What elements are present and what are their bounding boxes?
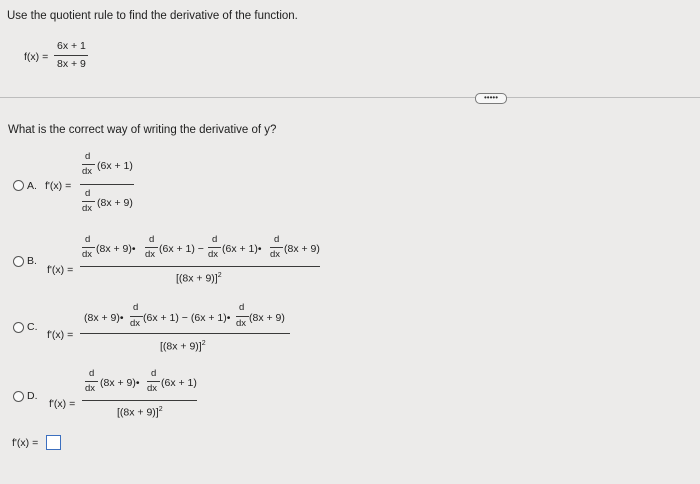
derivative-dx: dx	[82, 166, 93, 177]
derivative-bar	[236, 316, 249, 317]
more-button[interactable]: •••••	[475, 93, 507, 104]
option-b-lhs: f'(x) =	[47, 264, 74, 276]
option-d-num-part2: (6x + 1)	[161, 377, 197, 389]
derivative-bar	[82, 164, 95, 165]
option-c-fraction-bar	[80, 333, 290, 334]
derivative-bar	[208, 247, 221, 248]
derivative-dx: dx	[147, 383, 158, 394]
option-b-num-part2: (6x + 1) −	[159, 243, 204, 255]
option-c-lhs: f'(x) =	[47, 329, 74, 341]
option-d-denominator	[117, 406, 163, 419]
option-d-den-text: [(8x + 9)]	[117, 406, 159, 419]
derivative-d: d	[149, 234, 155, 245]
derivative-dx: dx	[130, 318, 141, 329]
derivative-d: d	[151, 368, 157, 379]
option-b-radio[interactable]	[13, 256, 24, 267]
derivative-bar	[82, 201, 95, 202]
derivative-d: d	[85, 234, 91, 245]
function-lhs: f(x) =	[24, 51, 49, 63]
answer-lhs: f'(x) =	[12, 437, 39, 449]
instruction-text: Use the quotient rule to find the derivative of the function.	[7, 10, 298, 22]
derivative-dx: dx	[236, 318, 247, 329]
derivative-d: d	[274, 234, 280, 245]
derivative-d: d	[85, 188, 91, 199]
option-a-label: A.	[27, 180, 37, 192]
option-a-num-arg: (6x + 1)	[97, 160, 133, 172]
derivative-bar	[270, 247, 283, 248]
option-b-label: B.	[27, 255, 37, 267]
option-d-exponent: 2	[158, 406, 163, 413]
derivative-bar	[147, 381, 160, 382]
fraction-bar	[54, 55, 88, 56]
derivative-d: d	[212, 234, 218, 245]
option-b-num-part3: (6x + 1)•	[222, 243, 262, 255]
option-d-label: D.	[27, 390, 38, 402]
question-text: What is the correct way of writing the derivative of y?	[8, 124, 277, 136]
derivative-d: d	[85, 151, 91, 162]
function-denominator: 8x + 9	[57, 58, 86, 70]
derivative-dx: dx	[270, 249, 281, 260]
derivative-dx: dx	[208, 249, 219, 260]
option-a-lhs: f'(x) =	[45, 180, 72, 192]
derivative-bar	[82, 247, 95, 248]
answer-input[interactable]	[46, 435, 61, 450]
option-b-num-part1: (8x + 9)•	[96, 243, 136, 255]
option-d-num-part1: (8x + 9)•	[100, 377, 140, 389]
derivative-d: d	[89, 368, 95, 379]
option-a-fraction-bar	[80, 184, 134, 185]
option-b-exponent: 2	[217, 272, 222, 279]
derivative-bar	[85, 381, 98, 382]
option-c-label: C.	[27, 321, 38, 333]
option-c-num-part2: (6x + 1) − (6x + 1)•	[143, 312, 231, 324]
option-c-denominator	[160, 340, 206, 353]
option-a-radio[interactable]	[13, 180, 24, 191]
option-b-fraction-bar	[80, 266, 320, 267]
option-b-denominator	[176, 272, 222, 285]
option-b-den-text: [(8x + 9)]	[176, 272, 218, 285]
option-c-exponent: 2	[201, 340, 206, 347]
function-numerator: 6x + 1	[57, 40, 86, 52]
derivative-d: d	[239, 302, 245, 313]
option-c-den-text: [(8x + 9)]	[160, 340, 202, 353]
option-c-num-part3: (8x + 9)	[249, 312, 285, 324]
derivative-dx: dx	[82, 249, 93, 260]
option-d-radio[interactable]	[13, 391, 24, 402]
derivative-bar	[145, 247, 158, 248]
derivative-dx: dx	[82, 203, 93, 214]
section-divider	[0, 97, 700, 98]
option-b-num-part4: (8x + 9)	[284, 243, 320, 255]
option-a-den-arg: (8x + 9)	[97, 197, 133, 209]
option-c-radio[interactable]	[13, 322, 24, 333]
option-c-num-part1: (8x + 9)•	[84, 312, 124, 324]
derivative-bar	[130, 316, 143, 317]
option-d-lhs: f'(x) =	[49, 398, 76, 410]
derivative-d: d	[133, 302, 139, 313]
derivative-dx: dx	[145, 249, 156, 260]
option-d-fraction-bar	[82, 400, 197, 401]
derivative-dx: dx	[85, 383, 96, 394]
